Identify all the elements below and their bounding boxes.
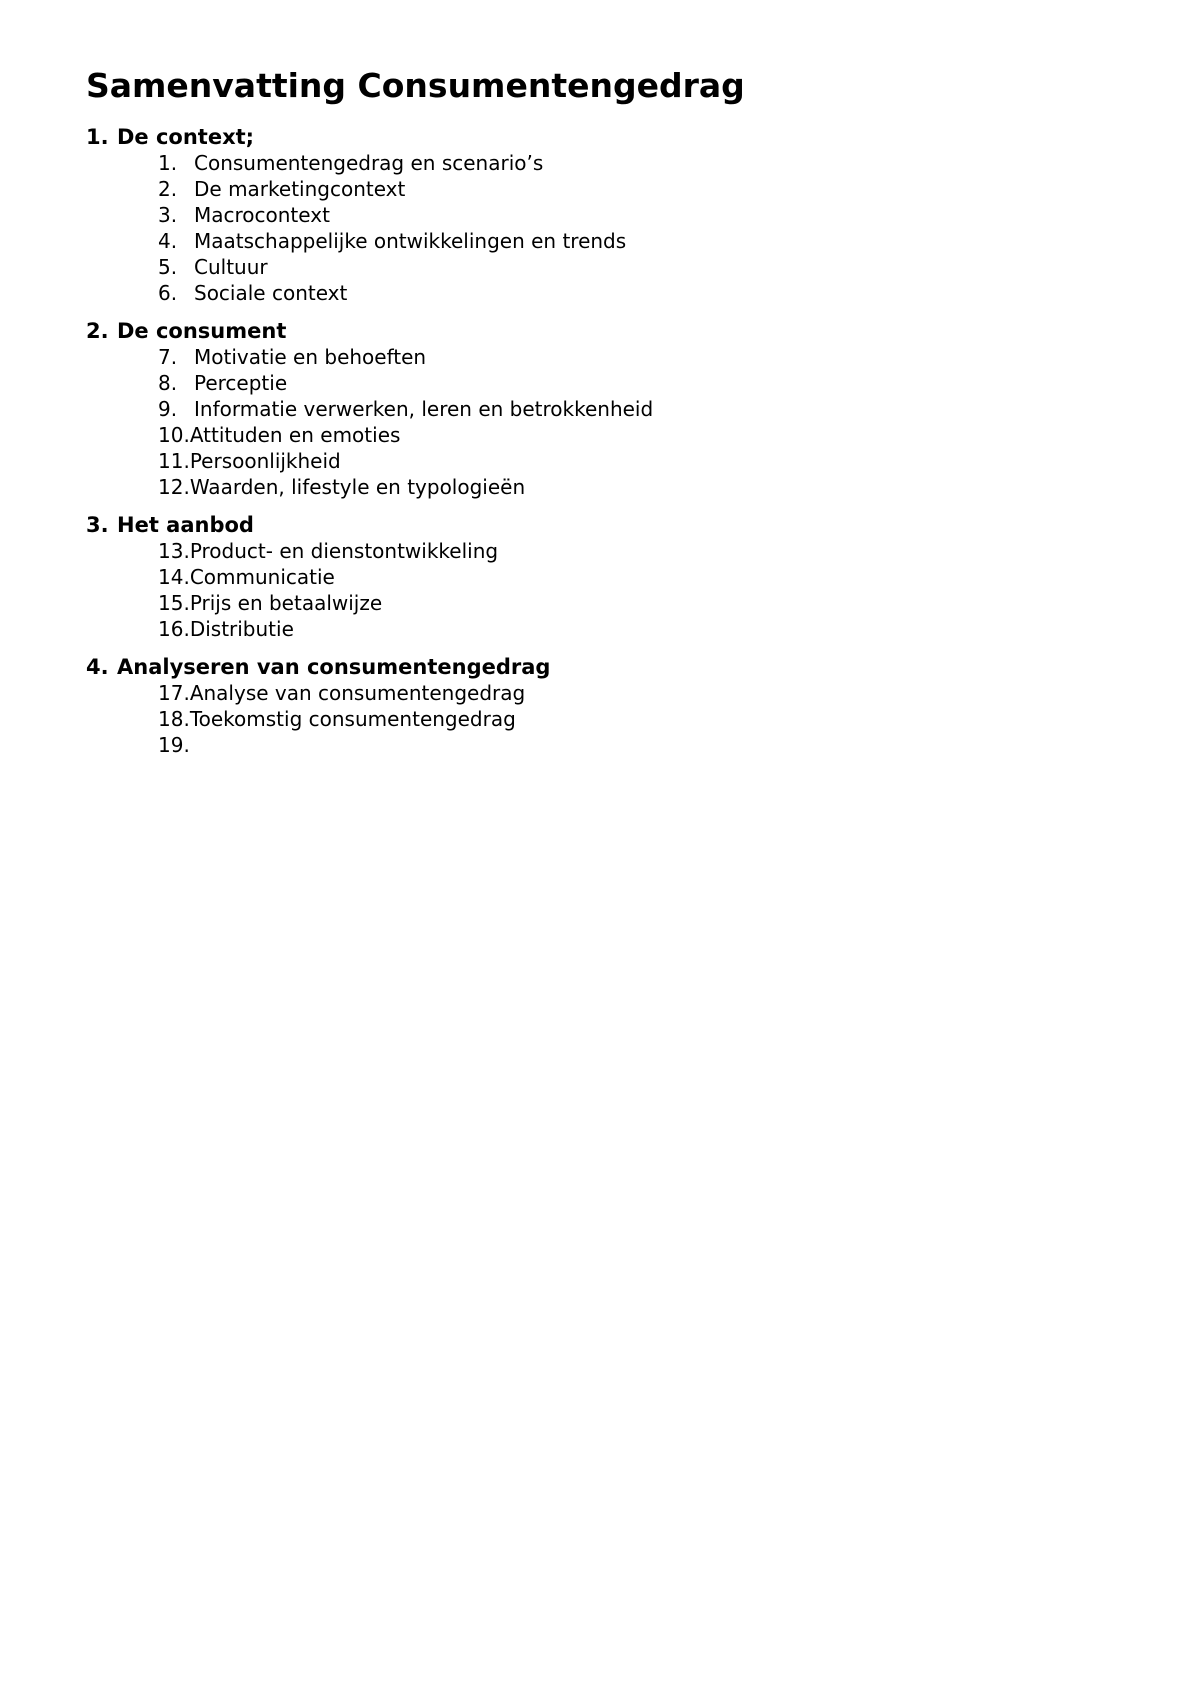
list-item-number: 11. <box>158 449 190 473</box>
list-item-label: Perceptie <box>194 371 288 395</box>
list-item-number: 5. <box>158 255 178 279</box>
list-item-number: 17. <box>158 681 190 705</box>
section-heading <box>86 512 1126 538</box>
list-item <box>158 344 1126 370</box>
list-item <box>158 202 1126 228</box>
section-2 <box>86 318 1126 500</box>
list-item-label: Toekomstig consumentengedrag <box>189 707 516 731</box>
document-page <box>86 62 1126 770</box>
list-item <box>158 616 1126 642</box>
document-title: Samenvatting Consumentengedrag <box>86 66 745 105</box>
list-item-number: 4. <box>158 229 178 253</box>
section-item-list <box>86 344 1126 500</box>
section-4 <box>86 654 1126 758</box>
list-item <box>158 396 1126 422</box>
section-item-list <box>86 680 1126 758</box>
section-heading-text: De context; <box>117 125 255 149</box>
section-heading <box>86 318 1126 344</box>
list-item <box>158 150 1126 176</box>
list-item-number: 6. <box>158 281 178 305</box>
section-3 <box>86 512 1126 642</box>
list-item-number: 16. <box>158 617 190 641</box>
list-item-label: Distributie <box>189 617 294 641</box>
list-item-label: Attituden en emoties <box>189 423 401 447</box>
list-item-number: 7. <box>158 345 178 369</box>
list-item-label: Sociale context <box>194 281 348 305</box>
section-list <box>86 124 1126 758</box>
list-item-number: 1. <box>158 151 178 175</box>
list-item-label: Communicatie <box>189 565 335 589</box>
list-item-label: Maatschappelijke ontwikkelingen en trends <box>194 229 627 253</box>
list-item-number: 18. <box>158 707 190 731</box>
list-item-number: 14. <box>158 565 190 589</box>
section-number: 3. <box>86 513 109 537</box>
list-item <box>158 448 1126 474</box>
list-item-number: 12. <box>158 475 190 499</box>
list-item-label: Analyse van consumentengedrag <box>189 681 526 705</box>
list-item <box>158 254 1126 280</box>
list-item-label: Motivatie en behoeften <box>194 345 427 369</box>
section-heading-text: De consument <box>117 319 287 343</box>
list-item-label: Persoonlijkheid <box>189 449 341 473</box>
list-item-number: 13. <box>158 539 190 563</box>
list-item <box>158 422 1126 448</box>
list-item-number: 2. <box>158 177 178 201</box>
list-item-label: Waarden, lifestyle en typologieën <box>189 475 526 499</box>
list-item <box>158 370 1126 396</box>
list-item-label: Macrocontext <box>194 203 330 227</box>
section-heading <box>86 654 1126 680</box>
list-item-number: 8. <box>158 371 178 395</box>
section-item-list <box>86 538 1126 642</box>
section-heading-text: Analyseren van consumentengedrag <box>117 655 551 679</box>
section-item-list <box>86 150 1126 306</box>
list-item <box>158 564 1126 590</box>
list-item-label: Informatie verwerken, leren en betrokkenheid <box>194 397 654 421</box>
list-item <box>158 474 1126 500</box>
list-item <box>158 706 1126 732</box>
list-item <box>158 590 1126 616</box>
section-1 <box>86 124 1126 306</box>
list-item-label: Consumentengedrag en scenario’s <box>194 151 544 175</box>
section-heading <box>86 124 1126 150</box>
list-item <box>158 732 1126 758</box>
section-number: 4. <box>86 655 109 679</box>
list-item <box>158 280 1126 306</box>
list-item <box>158 538 1126 564</box>
list-item-number: 9. <box>158 397 178 421</box>
list-item-number: 10. <box>158 423 190 447</box>
list-item <box>158 176 1126 202</box>
list-item <box>158 680 1126 706</box>
list-item <box>158 228 1126 254</box>
section-number: 1. <box>86 125 109 149</box>
list-item-number: 3. <box>158 203 178 227</box>
list-item-label: Prijs en betaalwijze <box>189 591 383 615</box>
list-item-label: Cultuur <box>194 255 268 279</box>
section-number: 2. <box>86 319 109 343</box>
list-item-number: 19. <box>158 733 190 757</box>
list-item-label: Product- en dienstontwikkeling <box>189 539 499 563</box>
list-item-number: 15. <box>158 591 190 615</box>
section-heading-text: Het aanbod <box>117 513 254 537</box>
list-item-label: De marketingcontext <box>194 177 406 201</box>
